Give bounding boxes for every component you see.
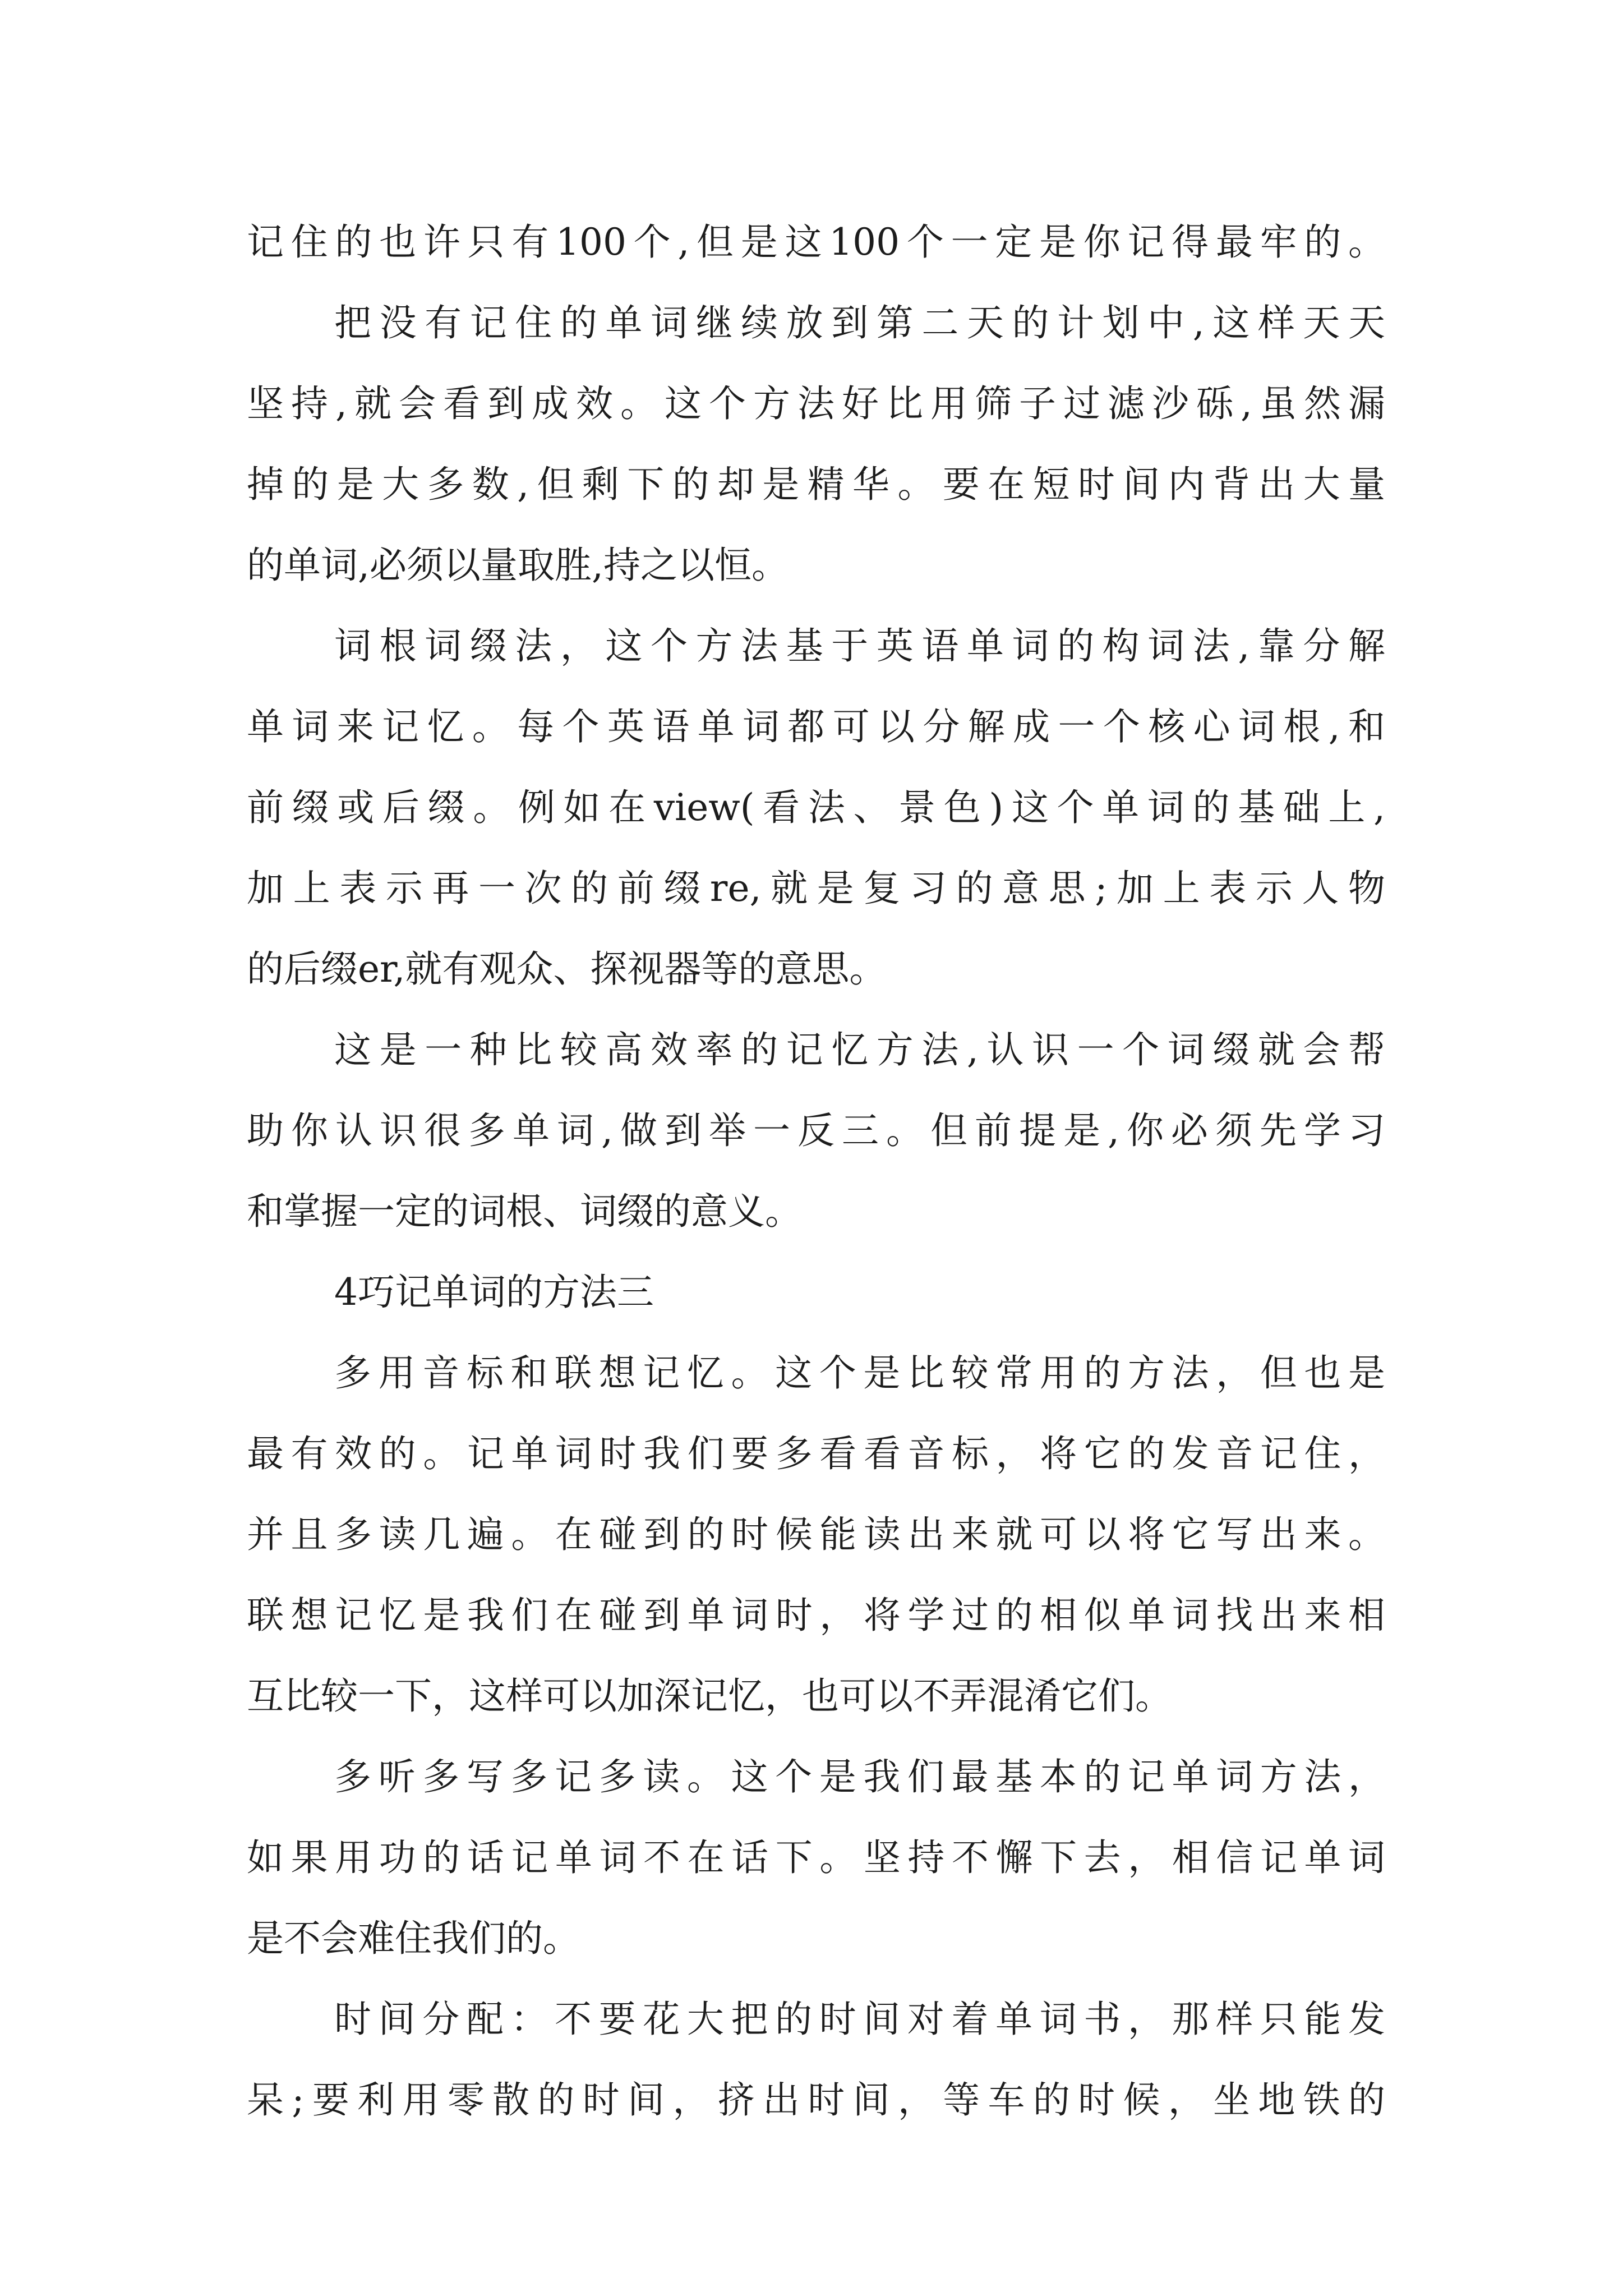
paragraph-first-line: 把没有记住的单词继续放到第二天的计划中,这样天天 <box>334 301 1385 344</box>
paragraph-first-line: 多听多写多记多读。这个是我们最基本的记单词方法， <box>334 1755 1385 1798</box>
text-line: 前缀或后缀。例如在view(看法、景色)这个单词的基础上, <box>247 786 1385 829</box>
text-line: 加上表示再一次的前缀re,就是复习的意思;加上表示人物 <box>247 867 1385 910</box>
text-line: 记住的也许只有100个,但是这100个一定是你记得最牢的。 <box>247 220 1385 264</box>
text-line: 呆;要利用零散的时间，挤出时间，等车的时候，坐地铁的 <box>247 2078 1385 2122</box>
text-line: 互比较一下，这样可以加深记忆，也可以不弄混淆它们。 <box>247 1674 1172 1718</box>
text-line: 助你认识很多单词,做到举一反三。但前提是,你必须先学习 <box>247 1109 1385 1152</box>
text-line: 联想记忆是我们在碰到单词时，将学过的相似单词找出来相 <box>247 1594 1385 1637</box>
text-line: 并且多读几遍。在碰到的时候能读出来就可以将它写出来。 <box>247 1513 1385 1556</box>
text-line: 的后缀er,就有观众、探视器等的意思。 <box>247 947 887 991</box>
text-line: 如果用功的话记单词不在话下。坚持不懈下去，相信记单词 <box>247 1836 1385 1879</box>
paragraph-first-line: 词根词缀法，这个方法基于英语单词的构词法,靠分解 <box>334 624 1385 668</box>
paragraph-first-line: 时间分配：不要花大把的时间对着单词书，那样只能发 <box>334 1998 1385 2041</box>
paragraph-first-line: 这是一种比较高效率的记忆方法,认识一个词缀就会帮 <box>334 1028 1385 1071</box>
text-line: 掉的是大多数,但剩下的却是精华。要在短时间内背出大量 <box>247 463 1385 506</box>
section-heading: 4巧记单词的方法三 <box>334 1271 654 1314</box>
text-line: 是不会难住我们的。 <box>247 1917 580 1960</box>
text-line: 和掌握一定的词根、词缀的意义。 <box>247 1190 802 1233</box>
text-line: 的单词,必须以量取胜,持之以恒。 <box>247 544 789 587</box>
paragraph-first-line: 多用音标和联想记忆。这个是比较常用的方法，但也是 <box>334 1351 1385 1395</box>
text-line: 最有效的。记单词时我们要多看看音标，将它的发音记住， <box>247 1432 1385 1475</box>
text-line: 坚持,就会看到成效。这个方法好比用筛子过滤沙砾,虽然漏 <box>247 382 1385 425</box>
text-line: 单词来记忆。每个英语单词都可以分解成一个核心词根,和 <box>247 705 1385 748</box>
